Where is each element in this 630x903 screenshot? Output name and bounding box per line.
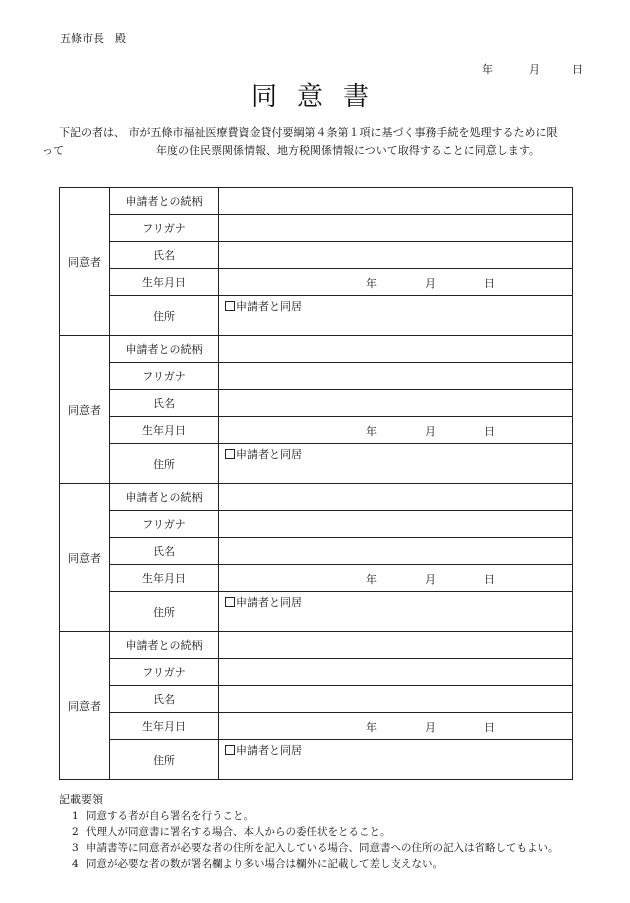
address-field[interactable] bbox=[219, 592, 573, 632]
row-name bbox=[60, 390, 573, 417]
cohabit-checkbox-row[interactable] bbox=[225, 594, 302, 610]
date-line bbox=[482, 61, 583, 77]
relation-label: 申請者との続柄 bbox=[110, 484, 219, 511]
row-address bbox=[60, 444, 573, 484]
address-label: 住所 bbox=[110, 296, 219, 336]
note-item bbox=[72, 856, 443, 871]
relation-field[interactable] bbox=[219, 632, 573, 659]
address-label: 住所 bbox=[110, 740, 219, 780]
name-label: 氏名 bbox=[110, 686, 219, 713]
birthdate-label: 生年月日 bbox=[110, 417, 219, 444]
date-month-unit: 月 bbox=[529, 63, 540, 76]
note-item bbox=[72, 840, 559, 855]
note-item bbox=[72, 808, 254, 823]
relation-label: 申請者との続柄 bbox=[110, 632, 219, 659]
cohabit-label: 申請者と同居 bbox=[236, 596, 302, 609]
address-field[interactable] bbox=[219, 296, 573, 336]
relation-field[interactable] bbox=[219, 484, 573, 511]
intro-line-2-prefix: って bbox=[42, 144, 64, 157]
birthdate-field[interactable] bbox=[219, 269, 573, 296]
intro-line-2-suffix: 年度の住民票関係情報、地方税関係情報について取得することに同意します。 bbox=[156, 144, 540, 157]
row-name bbox=[60, 538, 573, 565]
birthdate-label: 生年月日 bbox=[110, 565, 219, 592]
furigana-field[interactable] bbox=[219, 215, 573, 242]
furigana-field[interactable] bbox=[219, 363, 573, 390]
birth-year-unit: 年 bbox=[366, 425, 377, 438]
consenter-group-label: 同意者 bbox=[60, 336, 110, 484]
row-birthdate bbox=[60, 565, 573, 592]
consent-form-table bbox=[59, 187, 573, 780]
row-furigana bbox=[60, 659, 573, 686]
note-text: 同意する者が自ら署名を行うこと。 bbox=[86, 810, 254, 822]
address-label: 住所 bbox=[110, 592, 219, 632]
address-field[interactable] bbox=[219, 444, 573, 484]
furigana-label: フリガナ bbox=[110, 363, 219, 390]
birth-day-unit: 日 bbox=[484, 573, 495, 586]
date-day-unit: 日 bbox=[572, 63, 583, 76]
note-item bbox=[72, 824, 391, 839]
birth-month-unit: 月 bbox=[425, 425, 436, 438]
row-relation bbox=[60, 484, 573, 511]
name-field[interactable] bbox=[219, 242, 573, 269]
name-label: 氏名 bbox=[110, 390, 219, 417]
birth-month-unit: 月 bbox=[425, 277, 436, 290]
row-birthdate bbox=[60, 269, 573, 296]
notes-title: 記載要領 bbox=[59, 793, 103, 806]
cohabit-checkbox-row[interactable] bbox=[225, 742, 302, 758]
name-field[interactable] bbox=[219, 538, 573, 565]
row-furigana bbox=[60, 215, 573, 242]
consenter-group-label: 同意者 bbox=[60, 484, 110, 632]
intro-line-1: 下記の者は、 市が五條市福祉医療費資金貸付要綱第４条第１項に基づく事務手続を処理するために限 bbox=[59, 126, 558, 139]
cohabit-label: 申請者と同居 bbox=[236, 744, 302, 757]
furigana-label: フリガナ bbox=[110, 215, 219, 242]
birth-month-unit: 月 bbox=[425, 721, 436, 734]
birthdate-label: 生年月日 bbox=[110, 269, 219, 296]
address-label: 住所 bbox=[110, 444, 219, 484]
note-text: 同意が必要な者の数が署名欄より多い場合は欄外に記載して差し支えない。 bbox=[86, 858, 443, 870]
birth-day-unit: 日 bbox=[484, 425, 495, 438]
cohabit-label: 申請者と同居 bbox=[236, 448, 302, 461]
page-title: 同意書 bbox=[250, 82, 389, 112]
note-number: 4 bbox=[72, 858, 79, 870]
furigana-field[interactable] bbox=[219, 659, 573, 686]
cohabit-checkbox[interactable] bbox=[225, 301, 235, 311]
cohabit-checkbox[interactable] bbox=[225, 745, 235, 755]
note-number: 1 bbox=[72, 810, 79, 822]
name-label: 氏名 bbox=[110, 538, 219, 565]
note-number: 3 bbox=[72, 842, 79, 854]
furigana-field[interactable] bbox=[219, 511, 573, 538]
relation-field[interactable] bbox=[219, 188, 573, 215]
row-name bbox=[60, 242, 573, 269]
name-label: 氏名 bbox=[110, 242, 219, 269]
birthdate-label: 生年月日 bbox=[110, 713, 219, 740]
row-relation bbox=[60, 336, 573, 363]
address-field[interactable] bbox=[219, 740, 573, 780]
relation-field[interactable] bbox=[219, 336, 573, 363]
row-address bbox=[60, 592, 573, 632]
birthdate-field[interactable] bbox=[219, 713, 573, 740]
cohabit-checkbox-row[interactable] bbox=[225, 298, 302, 314]
birth-year-unit: 年 bbox=[366, 573, 377, 586]
row-name bbox=[60, 686, 573, 713]
row-birthdate bbox=[60, 713, 573, 740]
consenter-group-label: 同意者 bbox=[60, 632, 110, 780]
birthdate-field[interactable] bbox=[219, 417, 573, 444]
furigana-label: フリガナ bbox=[110, 511, 219, 538]
cohabit-label: 申請者と同居 bbox=[236, 300, 302, 313]
row-address bbox=[60, 296, 573, 336]
cohabit-checkbox[interactable] bbox=[225, 597, 235, 607]
birth-year-unit: 年 bbox=[366, 721, 377, 734]
row-relation bbox=[60, 632, 573, 659]
name-field[interactable] bbox=[219, 686, 573, 713]
row-address bbox=[60, 740, 573, 780]
birth-day-unit: 日 bbox=[484, 721, 495, 734]
birth-day-unit: 日 bbox=[484, 277, 495, 290]
note-text: 申請書等に同意者が必要な者の住所を記入している場合、同意書への住所の記入は省略してもよい。 bbox=[86, 842, 559, 854]
relation-label: 申請者との続柄 bbox=[110, 188, 219, 215]
birth-month-unit: 月 bbox=[425, 573, 436, 586]
furigana-label: フリガナ bbox=[110, 659, 219, 686]
birthdate-field[interactable] bbox=[219, 565, 573, 592]
relation-label: 申請者との続柄 bbox=[110, 336, 219, 363]
cohabit-checkbox-row[interactable] bbox=[225, 446, 302, 462]
consenter-group-label: 同意者 bbox=[60, 188, 110, 336]
row-relation bbox=[60, 188, 573, 215]
row-birthdate bbox=[60, 417, 573, 444]
birth-year-unit: 年 bbox=[366, 277, 377, 290]
row-furigana bbox=[60, 363, 573, 390]
date-year-unit: 年 bbox=[482, 63, 493, 76]
name-field[interactable] bbox=[219, 390, 573, 417]
intro-line-2 bbox=[42, 142, 540, 158]
note-text: 代理人が同意書に署名する場合、本人からの委任状をとること。 bbox=[86, 826, 391, 838]
addressee: 五條市長 殿 bbox=[60, 32, 126, 45]
cohabit-checkbox[interactable] bbox=[225, 449, 235, 459]
row-furigana bbox=[60, 511, 573, 538]
note-number: 2 bbox=[72, 826, 79, 838]
